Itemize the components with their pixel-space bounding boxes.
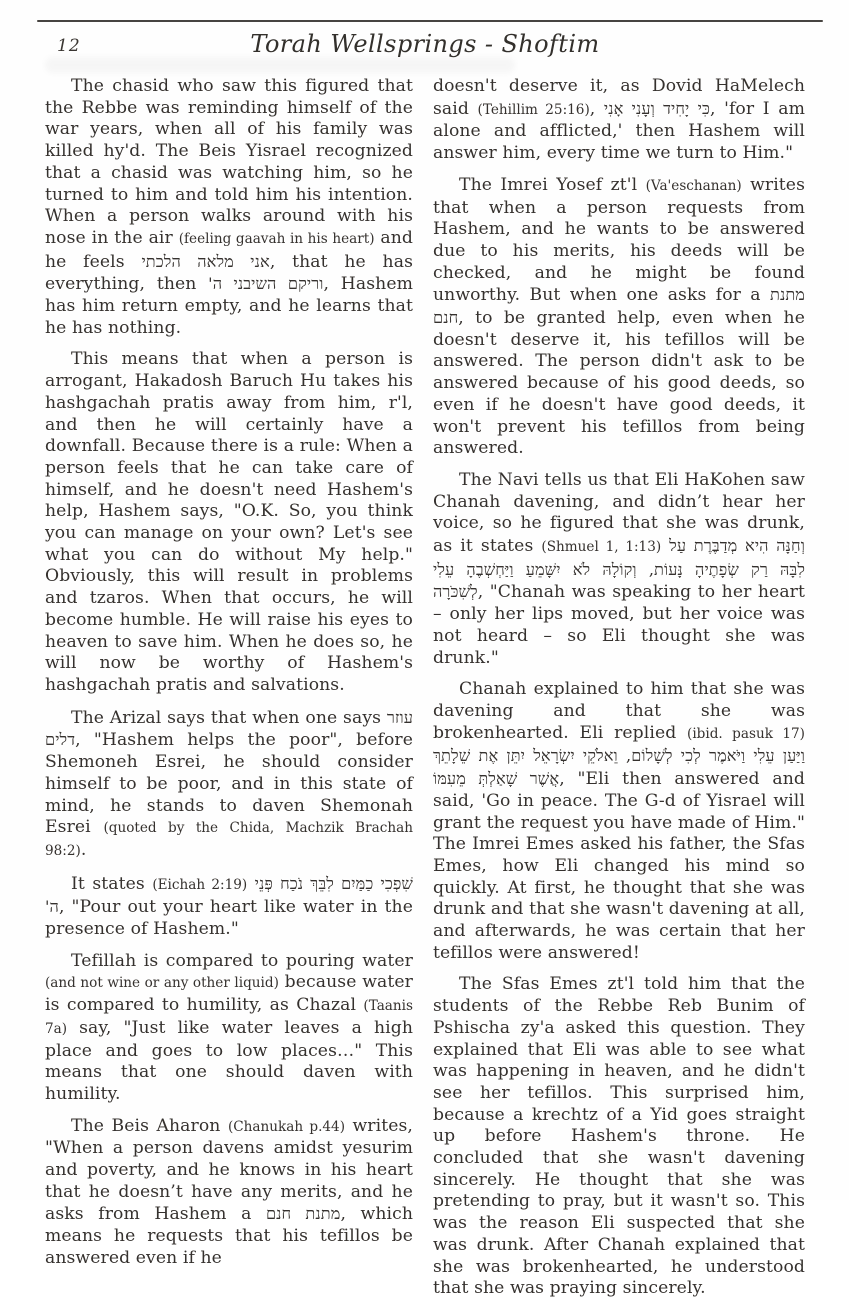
body-text: writes, "When a person davens amidst yesurim and poverty, and he knows in his heart that he doesn’t have any merits, and he asks from Hashem a	[45, 1115, 413, 1225]
body-text: ,	[589, 98, 604, 119]
paragraph	[433, 175, 805, 460]
page-number: 12	[57, 36, 81, 56]
citation: (and not wine or any other liquid)	[45, 975, 279, 992]
citation: (Eichah 2:19)	[152, 876, 248, 893]
left-column	[45, 76, 413, 1310]
paragraph	[433, 679, 805, 964]
body-text: and he feels	[45, 227, 414, 272]
body-text: writes that when a person requests from Hashem, and he wants to be answered due to his merits, his deeds will be checked, and he might be found unworthy. But when one asks for a	[433, 174, 805, 306]
body-text: The Beis Aharon	[71, 1115, 228, 1136]
citation: (Tehillim 25:16)	[477, 101, 590, 118]
hebrew-text: שִׁפְכִי כַמַּיִם לִבֵּךְ נֹכַח פְּנֵי ה'	[45, 873, 413, 917]
hebrew-text: מתנת חנם	[265, 1204, 341, 1224]
body-text: say, "Just like water leaves a high place and goes to low places…" This means that one should daven with humility.	[45, 1017, 413, 1104]
citation: (feeling gaavah in his heart)	[178, 230, 375, 247]
paragraph	[45, 349, 413, 696]
page-top-rule	[37, 20, 823, 22]
citation: (Taanis 7a)	[45, 998, 413, 1037]
paragraph	[45, 951, 413, 1106]
citation: (Shmuel 1, 1:13)	[541, 539, 662, 556]
hebrew-text: מתנת חנם	[433, 285, 805, 328]
citation: (Chanukah p.44)	[227, 1118, 345, 1135]
paragraph	[433, 470, 805, 669]
paragraph	[45, 873, 413, 941]
body-text: The Sfas Emes zt'l told him that the students of the Rebbe Reb Bunim of Pshischa zy'a asked this question. They explained that Eli was able to see what was happening in heaven, and he didn't see her tefillos. This surprised him, because a krechtz of a Yid goes straight up before Hashem's throne. He concluded that she wasn't davening sincerely. He thought that she was pretending to pray, but it wasn't so. This was the reason Eli suspected that she was drunk. After Chanah explained that she was brokenhearted, he understood that she was praying sincerely.	[433, 974, 805, 1299]
text-columns	[45, 76, 805, 1310]
body-text: , "Hashem helps the poor", before Shemoneh Esrei, he should consider himself to be poor, and in this state of mind, he stands to daven Shemonah Esrei	[45, 730, 413, 838]
body-text: , that he has everything, then	[45, 251, 413, 295]
page-header	[45, 30, 805, 60]
body-text: doesn't deserve it, as Dovid HaMelech said	[433, 76, 805, 119]
body-text: because water is compared to humility, as Chazal	[45, 972, 413, 1016]
body-text: The chasid who saw this figured that the Rebbe was reminding himself of the war years, when all of his family was killed hy'd. The Beis Yisrael recognized that a chasid was watching him, so he turned to him and told him his intention. When a person walks around with his nose in the air	[45, 76, 413, 248]
hebrew-text: וריקם השיבני ה'	[208, 274, 324, 294]
body-text: , "Pour out your heart like water in the presence of Hashem."	[45, 897, 413, 940]
hebrew-text: עוזר דלים	[45, 707, 413, 750]
paragraph	[433, 76, 805, 165]
body-text	[247, 874, 254, 894]
paragraph	[433, 974, 805, 1300]
body-text: , to be granted help, even when he doesn't deserve it, his tefillos will be answered. The person didn't ask to be answered because of his good deeds, so even if he doesn't have good deeds, it won't prevent his tefillos from being answered.	[433, 308, 805, 459]
citation: (quoted by the Chida, Machzik Brachah 98:2)	[45, 820, 413, 859]
body-text: , "Eli then answered and said, 'Go in peace. The G-d of Yisrael will grant the request you have made of Him." The Imrei Emes asked his father, the Sfas Emes, how Eli changed his mind so quickly. At first, he thought that she was drunk and that she wasn't davening at all, and afterwards, he was certain that her tefillos were answered!	[433, 769, 805, 963]
citation: (Va'eschanan)	[645, 177, 742, 194]
body-text: , 'for I am alone and afflicted,' then Hashem will answer him, every time we turn to Him."	[433, 98, 805, 164]
right-column	[433, 76, 805, 1310]
body-text: This means that when a person is arrogant, Hakadosh Baruch Hu takes his hashgachah pratis away from him, r'l, and then he will certainly have a downfall. Because there is a rule: When a person feels that he can take care of himself, and he doesn't need Hashem's help, Hashem says, "O.K. So, you think you can manage on your own? Let's see what you can do without My help." Obviously, this will result in problems and tzaros. When that occurs, he will become humble. He will raise his eyes to heaven to save him. When he does so, he will now be worthy of Hashem's hashgachah pratis and salvations.	[45, 349, 413, 695]
hebrew-text: אני מלאה הלכתי	[141, 251, 270, 271]
body-text: , "Chanah was speaking to her heart – only her lips moved, but her voice was not heard – so Eli thought she was drunk."	[433, 582, 805, 668]
body-text: , which means he requests that his tefillos be answered even if he	[45, 1204, 413, 1268]
body-text: The Arizal says that when one says	[71, 707, 387, 728]
hebrew-text: וְחַנָּה הִיא מְדַבֶּרֶת עַל לִבָּהּ רַק שְׂפָתֶיהָ נָּעוֹת, וְקוֹלָהּ לֹא יִשָּׁמֵעַ וַיַּחְשְׁבֶהָ עֵלִי לְשִׁכֹּרָה	[433, 536, 805, 602]
body-text: The Imrei Yosef zt'l	[459, 174, 646, 195]
paragraph	[45, 76, 413, 339]
page-title: Torah Wellsprings - Shoftim	[250, 30, 600, 58]
body-text: The Navi tells us that Eli HaKohen saw Chanah davening, and didn’t hear her voice, so he figured that she was drunk, as it states	[433, 469, 805, 557]
citation: (ibid. pasuk 17)	[687, 725, 805, 742]
paragraph	[45, 707, 413, 863]
body-text: Tefillah is compared to pouring water	[71, 950, 413, 971]
body-text: Chanah explained to him that she was davening and that she was brokenhearted. Eli replied	[433, 679, 805, 743]
body-text: It states	[71, 873, 153, 894]
body-text	[661, 536, 669, 556]
hebrew-text: וַיַּעַן עֵלִי וַיֹּאמֶר לְכִי לְשָׁלוֹם, וֵאלֹקֵי יִשְׂרָאֵל יִתֵּן אֶת שֵׁלָתֵךְ אֲשֶׁר שָׁאַלְתְּ מֵעִמּוֹ	[433, 746, 805, 789]
hebrew-text: כִּי יָחִיד וְעָנִי אָנִי	[603, 98, 710, 118]
body-text: .	[80, 839, 87, 860]
paragraph	[45, 1116, 413, 1270]
body-text: , Hashem has him return empty, and he learns that he has nothing.	[45, 274, 413, 338]
